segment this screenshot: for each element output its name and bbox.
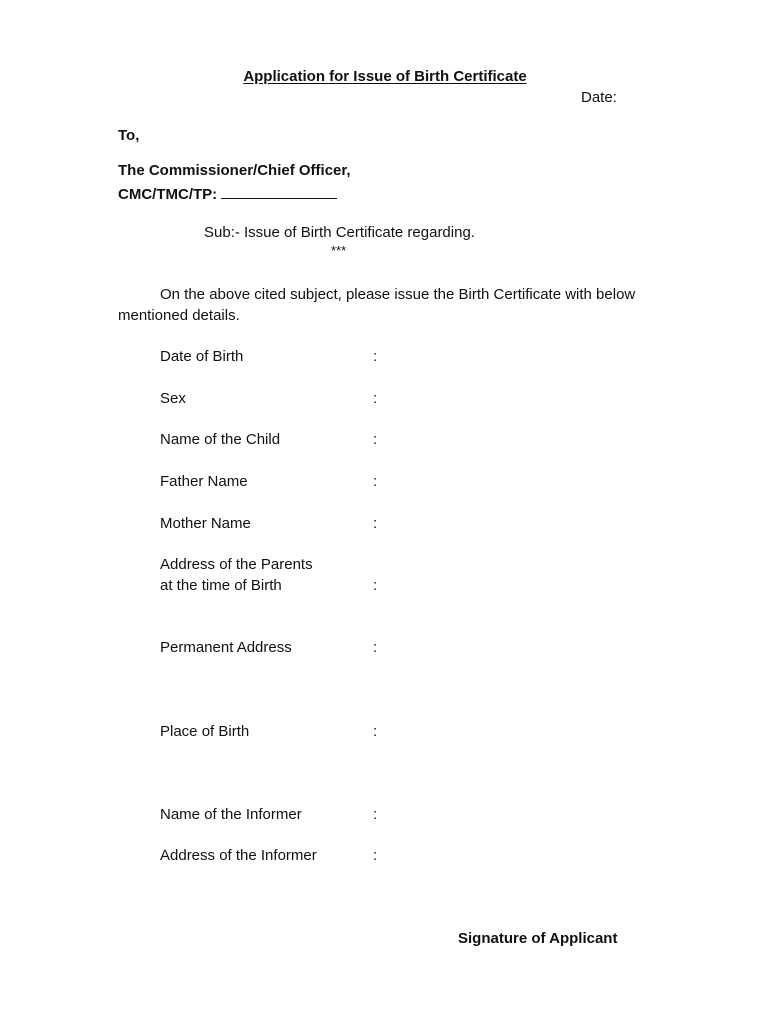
field-colon: : [373, 390, 378, 407]
field-label-father-name: Father Name [160, 473, 248, 490]
addressee-line-1: The Commissioner/Chief Officer, [118, 162, 351, 179]
field-label-address-of-parents: Address of the Parents [160, 556, 313, 573]
addressee-line-2 [118, 184, 337, 203]
field-label-address-of-informer: Address of the Informer [160, 847, 317, 864]
field-label-name-of-informer: Name of the Informer [160, 806, 302, 823]
field-label-permanent-address: Permanent Address [160, 639, 292, 656]
addressee-line-2-text: CMC/TMC/TP: [118, 186, 218, 203]
field-label-address-of-parents-line-2: at the time of Birth [160, 577, 282, 594]
field-colon: : [373, 348, 378, 365]
salutation: To, [118, 127, 140, 144]
subject-line: Sub:- Issue of Birth Certificate regarding. [204, 224, 475, 241]
field-label-place-of-birth: Place of Birth [160, 723, 250, 740]
document-title: Application for Issue of Birth Certificate [243, 68, 527, 85]
field-label-name-of-child: Name of the Child [160, 431, 281, 448]
date-label: Date: [581, 89, 617, 106]
field-colon: : [373, 723, 378, 740]
field-label-mother-name: Mother Name [160, 515, 251, 532]
field-colon: : [373, 515, 378, 532]
field-label-date-of-birth: Date of Birth [160, 348, 244, 365]
field-colon: : [373, 847, 378, 864]
body-text-line-1: On the above cited subject, please issue the Birth Certificate with below [160, 286, 636, 303]
separator-stars: *** [331, 243, 347, 258]
field-label-sex: Sex [160, 390, 186, 407]
field-colon: : [373, 806, 378, 823]
body-text-line-2: mentioned details. [118, 307, 240, 324]
signature-label: Signature of Applicant [458, 930, 618, 947]
addressee-blank-line [221, 184, 337, 199]
field-colon: : [373, 639, 378, 656]
field-colon: : [373, 577, 378, 594]
field-colon: : [373, 473, 378, 490]
field-colon: : [373, 431, 378, 448]
